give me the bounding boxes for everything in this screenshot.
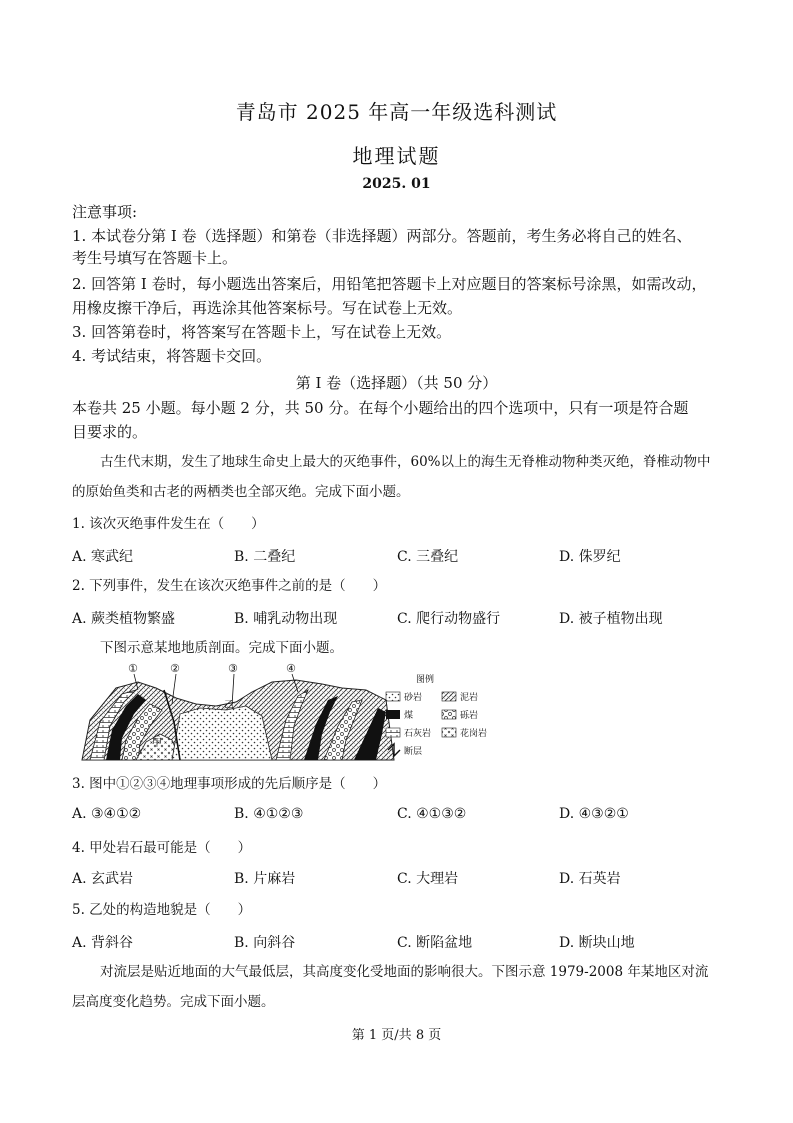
option-b[interactable]: B. 向斜谷 xyxy=(234,935,296,951)
option-b[interactable]: B. 二叠纪 xyxy=(234,549,296,565)
option-a[interactable]: A. ③④①② xyxy=(72,806,142,822)
option-a[interactable]: A. 蕨类植物繁盛 xyxy=(72,611,176,627)
option-a[interactable]: A. 寒武纪 xyxy=(72,549,134,565)
notice-line: 用橡皮擦干净后，再选涂其他答案标号。写在试卷上无效。 xyxy=(72,299,463,317)
question-stem: 3. 图中①②③④地理事项形成的先后顺序是（ ） xyxy=(72,776,387,792)
passage-text: 的原始鱼类和古老的两栖类也全部灭绝。完成下面小题。 xyxy=(72,484,410,500)
option-d[interactable]: D. 被子植物出现 xyxy=(559,611,663,627)
section-intro: 目要求的。 xyxy=(72,423,148,441)
passage-text: 对流层是贴近地面的大气最低层，其高度变化受地面的影响很大。下图示意 1979-2008 年某地区对流 xyxy=(100,964,709,980)
passage-text: 下图示意某地地质剖面。完成下面小题。 xyxy=(100,640,343,656)
marker-3: ③ xyxy=(228,662,238,675)
section-heading: 第 I 卷（选择题）（共 50 分） xyxy=(295,374,498,392)
label-jia: 甲 xyxy=(152,738,162,749)
option-d[interactable]: D. 侏罗纪 xyxy=(559,549,621,565)
option-c[interactable]: C. ④①③② xyxy=(397,806,467,822)
legend-title: 图例 xyxy=(416,675,435,685)
question-stem: 5. 乙处的构造地貌是（ ） xyxy=(72,902,252,918)
option-c[interactable]: C. 大理岩 xyxy=(397,871,459,887)
section-intro: 本卷共 25 小题。每小题 2 分，共 50 分。在每个小题给出的四个选项中，只有一项是符合题 xyxy=(72,399,689,417)
question-stem: 4. 甲处岩石最可能是（ ） xyxy=(72,840,252,856)
legend-fault: 断层 xyxy=(404,747,423,757)
exam-date: 2025. 01 xyxy=(362,176,431,192)
question-stem: 1. 该次灭绝事件发生在（ ） xyxy=(72,516,265,532)
option-b[interactable]: B. 哺乳动物出现 xyxy=(234,611,338,627)
legend-conglomerate-swatch xyxy=(442,710,456,719)
notice-line: 4. 考试结束，将答题卡交回。 xyxy=(72,347,272,365)
legend-conglomerate: 砾岩 xyxy=(460,711,479,721)
legend-limestone: 石灰岩 xyxy=(404,729,432,739)
passage-text: 古生代末期，发生了地球生命史上最大的灭绝事件，60%以上的海生无脊椎动物种类灭绝，脊椎动物中 xyxy=(100,454,711,470)
notice-line: 3. 回答第卷时，将答案写在答题卡上，写在试卷上无效。 xyxy=(72,323,452,341)
legend-mudstone-swatch xyxy=(442,692,456,701)
option-b[interactable]: B. 片麻岩 xyxy=(234,871,296,887)
legend-coal-swatch xyxy=(386,710,400,719)
option-c[interactable]: C. 三叠纪 xyxy=(397,549,459,565)
notice-line: 1. 本试卷分第 I 卷（选择题）和第卷（非选择题）两部分。答题前，考生务必将自己的姓名、 xyxy=(72,227,692,245)
option-c[interactable]: C. 断陷盆地 xyxy=(397,935,473,951)
option-d[interactable]: D. 石英岩 xyxy=(559,871,621,887)
notice-line: 2. 回答第 I 卷时，每小题选出答案后，用铅笔把答题卡上对应题目的答案标号涂黑，如需改动， xyxy=(72,275,707,293)
option-c[interactable]: C. 爬行动物盛行 xyxy=(397,611,501,627)
legend-coal: 煤 xyxy=(404,711,414,721)
option-d[interactable]: D. ④③②① xyxy=(559,806,629,822)
notice-line: 考生号填写在答题卡上。 xyxy=(72,249,238,267)
legend-limestone-swatch xyxy=(386,728,400,737)
legend-granite-swatch xyxy=(442,728,456,737)
option-a[interactable]: A. 玄武岩 xyxy=(72,871,134,887)
legend-granite: 花岗岩 xyxy=(460,729,488,739)
marker-1: ① xyxy=(128,662,138,675)
passage-text: 层高度变化趋势。完成下面小题。 xyxy=(72,994,275,1010)
label-yi: 乙 xyxy=(224,700,234,711)
page-footer: 第 1 页/共 8 页 xyxy=(351,1028,442,1043)
legend-sandstone-swatch xyxy=(386,692,400,701)
geologic-section-figure xyxy=(76,660,496,768)
exam-subtitle: 地理试题 xyxy=(352,144,441,168)
question-stem: 2. 下列事件，发生在该次灭绝事件之前的是（ ） xyxy=(72,578,387,594)
marker-2: ② xyxy=(170,662,180,675)
exam-title: 青岛市 2025 年高一年级选科测试 xyxy=(235,100,558,124)
option-d[interactable]: D. 断块山地 xyxy=(559,935,635,951)
legend-mudstone: 泥岩 xyxy=(460,693,479,703)
marker-4: ④ xyxy=(286,662,296,675)
legend-sandstone: 砂岩 xyxy=(404,693,423,703)
notice-heading: 注意事项: xyxy=(72,203,138,221)
option-a[interactable]: A. 背斜谷 xyxy=(72,935,134,951)
option-b[interactable]: B. ④①②③ xyxy=(234,806,304,822)
